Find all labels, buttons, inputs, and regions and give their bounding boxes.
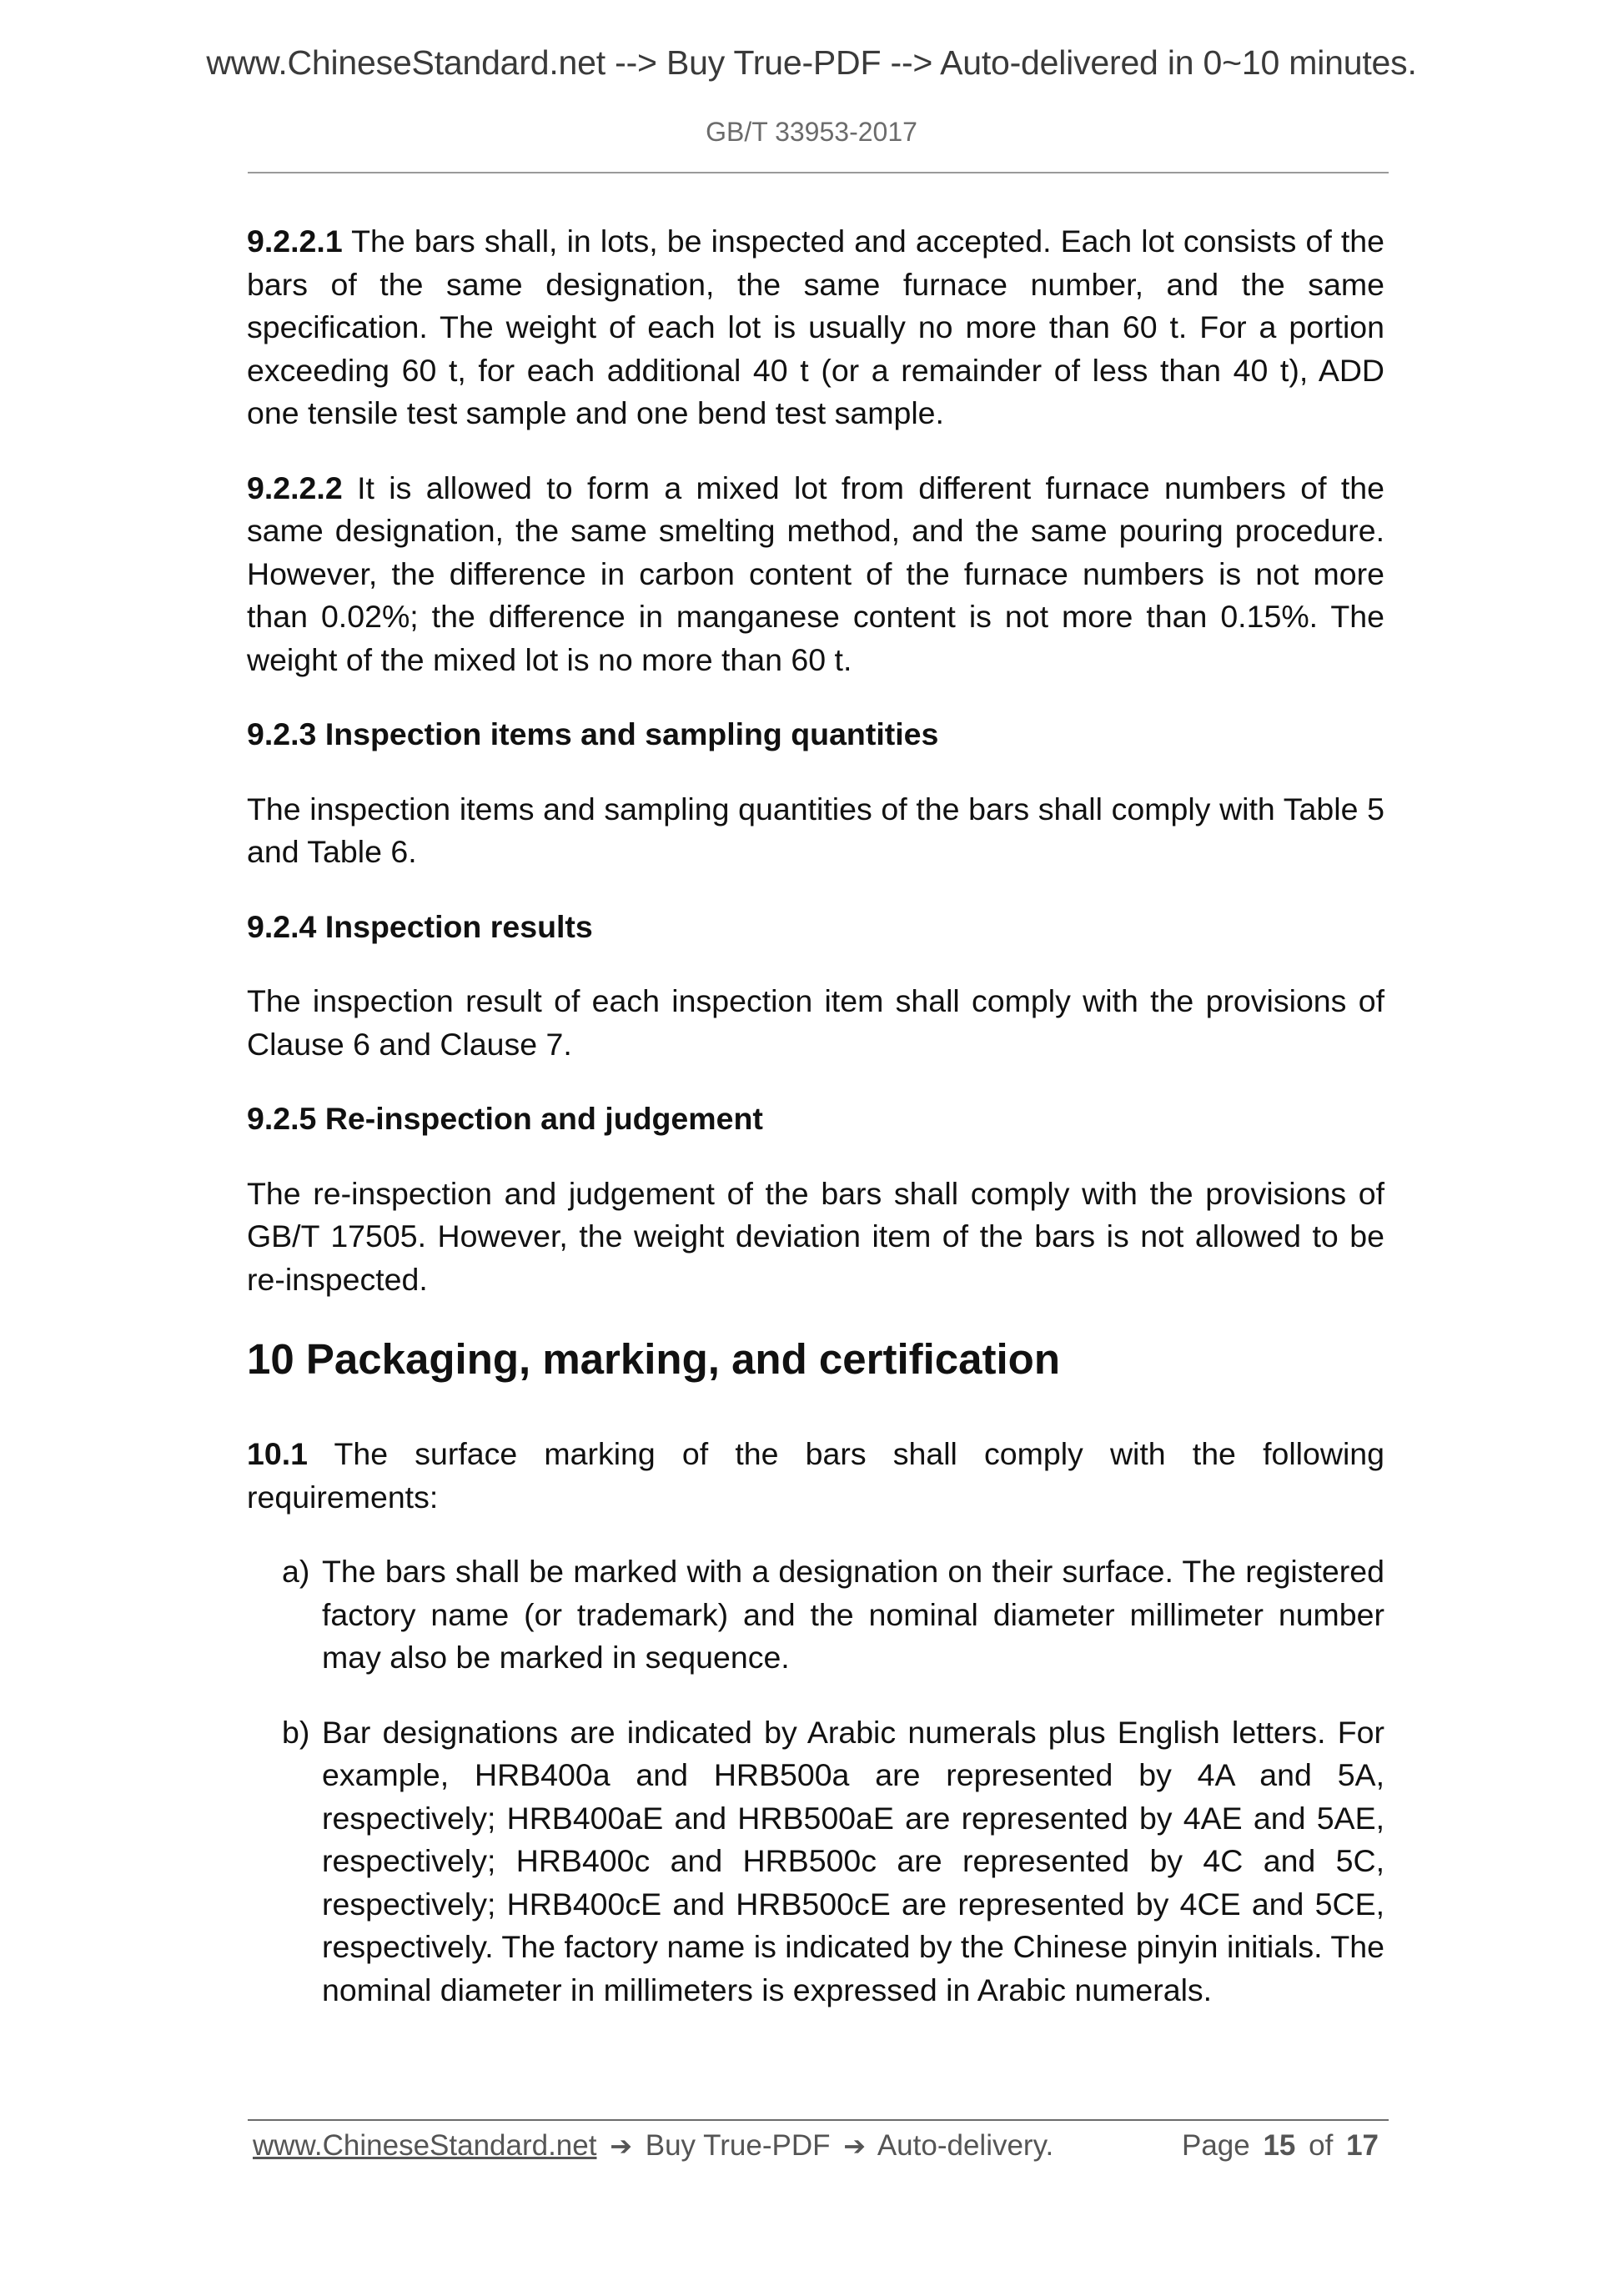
document-body	[247, 220, 1384, 2043]
clause-number: 9.2.2.1	[247, 224, 343, 259]
heading-9-2-5: 9.2.5 Re-inspection and judgement	[247, 1101, 763, 1136]
chinesestandard-link[interactable]: www.ChineseStandard.net	[253, 2129, 597, 2162]
list-item-b	[282, 1711, 1384, 2012]
list-item-text: The bars shall be marked with a designation on their surface. The registered factory name (or trademark) and the nominal diameter millimeter number may also be marked in sequence.	[322, 1554, 1384, 1675]
page-footer	[253, 2129, 1379, 2163]
list-marker: a)	[282, 1554, 310, 1589]
footer-divider	[248, 2119, 1389, 2121]
list-marker: b)	[282, 1714, 310, 1750]
list-item-text: Bar designations are indicated by Arabic numerals plus English letters. For example, HRB400a and HRB500a are represented by 4A and 5A, respectively; HRB400aE and HRB500aE are represented by 4AE and 5AE, respectively; HRB400c and HRB500c are represented by 4C and 5C, respectively; HRB400cE and HRB500cE are represented by 4CE and 5CE, respectively. The factory name is indicated by the Chinese pinyin initials. The nominal diameter in millimeters is expressed in Arabic numerals.	[322, 1714, 1384, 2007]
heading-9-2-3: 9.2.3 Inspection items and sampling quantities	[247, 716, 939, 751]
clause-9-2-3-text: The inspection items and sampling quantities of the bars shall comply with Table 5 and Table 6.	[247, 791, 1384, 869]
footer-promo	[253, 2129, 1053, 2163]
total-pages: 17	[1346, 2129, 1379, 2162]
clause-text: It is allowed to form a mixed lot from different furnace numbers of the same designation, the same smelting method, and the same pouring procedure. However, the difference in carbon content of the furnace numbers is not more than 0.02%; the difference in manganese content is not more than 0.15%. The weight of the mixed lot is no more than 60 t.	[247, 470, 1385, 677]
clause-9-2-5-text: The re-inspection and judgement of the bars shall comply with the provisions of GB/T 17505. However, the weight deviation item of the bars is not allowed to be re-inspected.	[247, 1175, 1384, 1297]
page-number	[1177, 2129, 1379, 2163]
top-banner: www.ChineseStandard.net --> Buy True-PDF --> Auto-delivered in 0~10 minutes.	[206, 43, 1417, 82]
buy-true-pdf-text: Buy True-PDF	[645, 2129, 831, 2162]
auto-delivery-text: Auto-delivery.	[877, 2129, 1054, 2162]
arrow-right-icon: ➔	[843, 2131, 867, 2161]
arrow-right-icon: ➔	[610, 2131, 633, 2161]
clause-number: 10.1	[247, 1436, 308, 1471]
section-10-title: 10 Packaging, marking, and certification	[247, 1335, 1060, 1383]
header-divider	[248, 172, 1389, 173]
of-label: of	[1309, 2129, 1334, 2162]
list-item-a	[282, 1550, 1384, 1680]
current-page: 15	[1263, 2129, 1296, 2162]
document-code: GB/T 33953-2017	[706, 117, 917, 147]
clause-text: The bars shall, in lots, be inspected and accepted. Each lot consists of the bars of the same designation, the same furnace number, and the same specification. The weight of each lot is usually no more than 60 t. For a portion exceeding 60 t, for each additional 40 t (or a remainder of less than 40 t), ADD one tensile test sample and one bend test sample.	[247, 224, 1384, 430]
clause-9-2-2-2	[247, 467, 1384, 682]
heading-9-2-4: 9.2.4 Inspection results	[247, 908, 593, 944]
clause-text: The surface marking of the bars shall comply with the following requirements:	[247, 1436, 1384, 1515]
clause-9-2-2-1	[247, 220, 1384, 435]
clause-10-1	[247, 1433, 1384, 1519]
clause-9-2-4-text: The inspection result of each inspection item shall comply with the provisions of Clause 6 and Clause 7.	[247, 983, 1384, 1062]
page-label: Page	[1181, 2129, 1250, 2162]
clause-number: 9.2.2.2	[247, 470, 343, 505]
